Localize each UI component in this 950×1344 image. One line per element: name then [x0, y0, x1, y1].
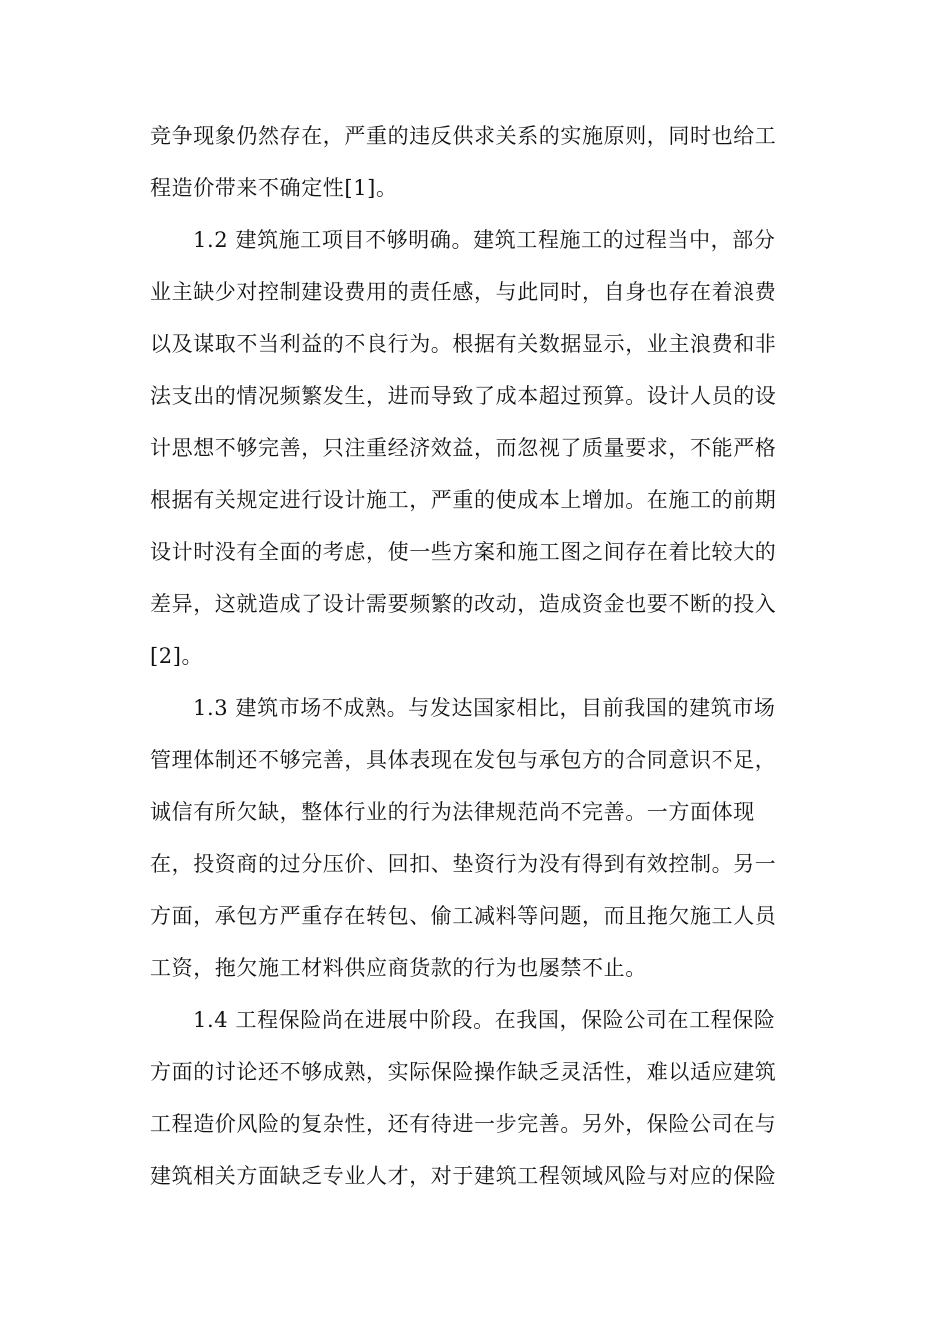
text-line: 差异，这就造成了设计需要频繁的改动，造成资金也要不断的投入	[150, 592, 777, 616]
text-line: 工程造价风险的复杂性，还有待进一步完善。另外，保险公司在与	[150, 1112, 777, 1136]
paragraph-1-3-heading-line: 1.3 建筑市场不成熟。与发达国家相比，目前我国的建筑市场	[193, 696, 776, 720]
paragraph-1-4-heading-line: 1.4 工程保险尚在进展中阶段。在我国，保险公司在工程保险	[193, 1008, 776, 1032]
text-line: 建筑相关方面缺乏专业人才，对于建筑工程领域风险与对应的保险	[150, 1164, 777, 1188]
paragraph-1-2-heading-line: 1.2 建筑施工项目不够明确。建筑工程施工的过程当中，部分	[193, 228, 776, 252]
text-line: 方面的讨论还不够成熟，实际保险操作缺乏灵活性，难以适应建筑	[150, 1060, 777, 1084]
text-line: 工资，拖欠施工材料供应商货款的行为也屡禁不止。	[150, 956, 647, 980]
text-line: 管理体制还不够完善，具体表现在发包与承包方的合同意识不足，	[150, 748, 777, 772]
text-line: 设计时没有全面的考虑，使一些方案和施工图之间存在着比较大的	[150, 540, 777, 564]
text-line: 诚信有所欠缺，整体行业的行为法律规范尚不完善。一方面体现	[150, 800, 755, 824]
text-line: 根据有关规定进行设计施工，严重的使成本上增加。在施工的前期	[150, 488, 777, 512]
text-line: [2]。	[150, 644, 204, 668]
text-line: 竞争现象仍然存在，严重的违反供求关系的实施原则，同时也给工	[150, 124, 777, 148]
text-line: 在，投资商的过分压价、回扣、垫资行为没有得到有效控制。另一	[150, 852, 777, 876]
text-line: 法支出的情况频繁发生，进而导致了成本超过预算。设计人员的设	[150, 384, 777, 408]
text-line: 计思想不够完善，只注重经济效益，而忽视了质量要求，不能严格	[150, 436, 777, 460]
text-line: 业主缺少对控制建设费用的责任感，与此同时，自身也存在着浪费	[150, 280, 777, 304]
text-line: 方面，承包方严重存在转包、偷工减料等问题，而且拖欠施工人员	[150, 904, 777, 928]
text-line: 以及谋取不当利益的不良行为。根据有关数据显示，业主浪费和非	[150, 332, 777, 356]
text-line: 程造价带来不确定性[1]。	[150, 176, 398, 200]
